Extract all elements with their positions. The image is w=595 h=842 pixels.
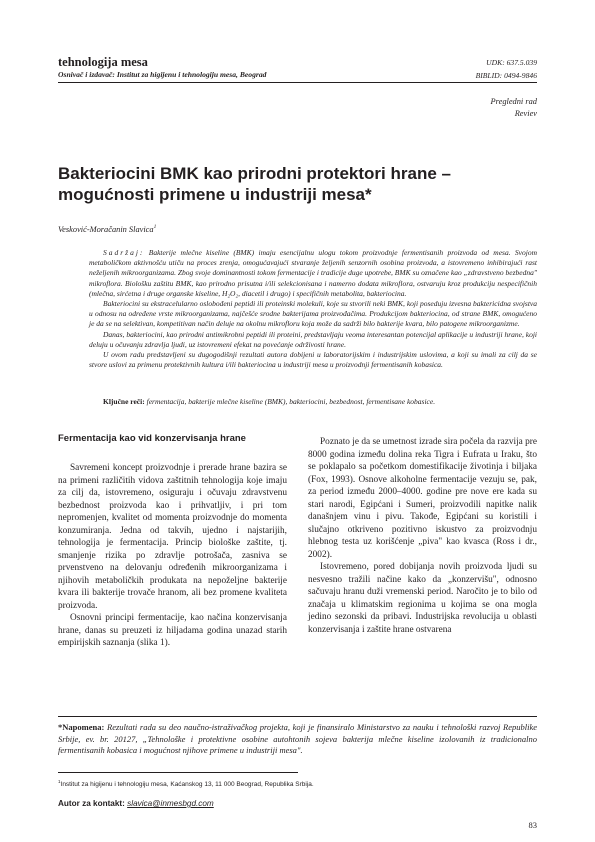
footnote-text: Rezultati rada su deo naučno-istraživačkog projekta, koji je finansiralo Ministarstvo za nauku i tehnološki razvoj Republike Srbije, ev. br. 20127, „Tehnološke i protektivne osobine autohtonih sojeva bakterija mlečne kiseline izolovanih iz tradicionalno fermentisanih kobasica i mogućnost njihove primene u industriji mesa". (58, 722, 538, 755)
author-sup: 1 (153, 224, 157, 230)
footnote-label: *Napomena: (58, 722, 105, 732)
contact-email-link[interactable]: slavica@inmesbgd.com (127, 799, 214, 808)
left-paragraph-2: Osnovni principi fermentacije, kao načina konzervisanja hrane, danas su preuzeti iz hiljadama godina unazad starih empirijskih saznanja (slika 1). (58, 613, 287, 648)
right-column (308, 436, 537, 636)
article-title: Bakteriocini BMK kao prirodni protektori hrane – mogućnosti primene u industriji mesa* (58, 164, 451, 204)
abstract-p2: Bakteriocini su ekstracelularno oslobođeni peptidi ili proteinski molekuli, koje su stvorili neki BMK, koji poseduju izvesna baktericidna svojstva u odnosu na određene vrste mikroorganizama, najčešće srodne bakterijama proizvođačima. Produkcijom bakteriocina, od strane BMK, omogućeno je da se na selektivan, kompetitivan način deluje na okolnu mikrofloru koja može da sadrži bilo bakterije kvara, bilo patogene mikroorganizme. (89, 299, 537, 329)
affiliation (58, 779, 314, 788)
keywords-text: fermentacija, bakterije mlečne kiseline (BMK), bakteriocini, bezbednost, fermentisane kobasice. (146, 397, 436, 406)
header-codes (476, 56, 537, 82)
author-name: Vesković-Moračanin Slavica (58, 224, 154, 234)
keywords-label: Ključne reči: (103, 397, 145, 406)
abstract (89, 248, 537, 370)
affiliation-text: Institut za higijenu i tehnologiju mesa, Kaćanskog 13, 11 000 Beograd, Republika Srbija. (60, 781, 314, 789)
contact-label: Autor za kontakt: (58, 799, 125, 808)
contact-line (58, 799, 214, 808)
article-type-sr: Pregledni rad (490, 97, 537, 106)
left-column (58, 462, 287, 650)
abstract-p1-text: Bakterije mlečne kiseline (BMK) imaju esencijalnu ulogu tokom proizvodnje fermentisanih proizvoda od mesa. Svojom metaboličkom aktivnošću utiču na proces zrenja, omogućavajući stvaranje željenih senzornih osobina proizvoda, a istovremeno inhibirajući rast neželjenih mikroorganizama. Zbog svoje dominantnosti tokom fermentacije i tradicije duge upotrebe, BMK su označene kao „zdravstveno bezbedna" mikroflora. Biološku zaštitu BMK, kao prirodno prisutna i/ili selekcionisana i namerno dodata mikroflora, ostvaruju kroz produkciju nespecifičnih (mlečna, sirćetna i druge organske kiseline, H₂O₂, diacetil i drugo) i specifičnih metabolita, bakteriocina. (89, 248, 537, 298)
project-footnote (58, 716, 537, 757)
udk-code: UDK: 637.5.039 (486, 58, 537, 67)
left-paragraph-1: Savremeni koncept proizvodnje i prerade hrane bazira se na primeni različitih vidova zaštitnih tehnologija koje imaju za cilj da, istovremeno, osiguraju i očuvaju zdravstvenu bezbednost proizvoda kao i prihvatljiv, i pri tom nepromenjen, kvalitet od momenta proizvodnje do momenta konzumiranja. Jedna od takvih, ujedno i najstarijih, tehnologija je fermentacija. Princip biološke zaštite, tj. smanjenje rizika po zdravlje potrošača, zasniva se prvenstveno na delovanju određenih mikroorganizama i njihovih metaboličkih produkata na nepoželjne bakterije kvara ili bakterije trovače hranom, ali bez promene kvaliteta proizvoda. (58, 463, 287, 611)
keywords (89, 397, 537, 406)
header-rule (58, 82, 537, 83)
affiliation-sup: 1 (58, 779, 61, 784)
article-type-en: Reviev (514, 109, 537, 118)
journal-title: tehnologija mesa (58, 55, 148, 69)
publisher-line: Osnivač i izdavač: Institut za higijenu i tehnologiju mesa, Beograd (58, 70, 267, 79)
abstract-p4: U ovom radu predstavljeni su dugogodišnji rezultati autora dobijeni u laboratorijskim i industrijskim uslovima, a koji su imali za cilj da se stvore uslovi za primenu protektivnih kultura i/ili bakteriocina u industriji mesa u proizvodnji fermentisanih kobasica. (89, 350, 537, 370)
page-number: 83 (528, 820, 537, 830)
abstract-label: Sadržaj: (103, 248, 145, 257)
abstract-p3: Danas, bakteriocini, kao prirodni antimikrobni peptidi ili proteini, predstavljaju veoma interesantan potencijal aplikacije u industriji hrane, koji deluju u očuvanju zdravlja ljudi, uz istovremeni efekat na povećanje održivosti hrane. (89, 329, 537, 349)
affiliation-rule (58, 772, 298, 773)
abstract-p1 (89, 248, 537, 299)
article-type (491, 96, 537, 120)
right-paragraph-2: Istovremeno, pored dobijanja novih proizvoda ljudi su nesvesno tražili načine kako da „konzervišu", odnosno sačuvaju hranu duži vremenski period. Naročito je to bilo od značaja u klimatskim regionima u kojima se ona mogla jedino sezonski da pribavi. Industrijska revolucija u oblasti konzervisanja i zaštite hrane ostvarena (308, 562, 537, 635)
section-heading: Fermentacija kao vid konzervisanja hrane (58, 433, 246, 444)
author-line (58, 224, 156, 234)
biblid-code: BIBLID: 0494-9846 (475, 71, 537, 80)
right-paragraph-1: Poznato je da se umetnost izrade sira počela da razvija pre 8000 godina između dolina reka Tigra i Eufrata u Iraku, što se poklapalo sa početkom domestifikacije životinja i biljaka (Fox, 1993). Osnove alkoholne fermentacije vezuju se, pak, za period između 2000–4000. godine pre nove ere kada su stari narodi, Egipćani i Sumeri, proizvodili napitke nalik današnjem vinu i pivu. Takođe, Egipćani su koristili i slučajno otkriveno pozitivno iskustvo za proizvodnju hlebnog testa uz korišćenje „piva" kao kvasca (Ross i dr., 2002). (308, 437, 537, 560)
